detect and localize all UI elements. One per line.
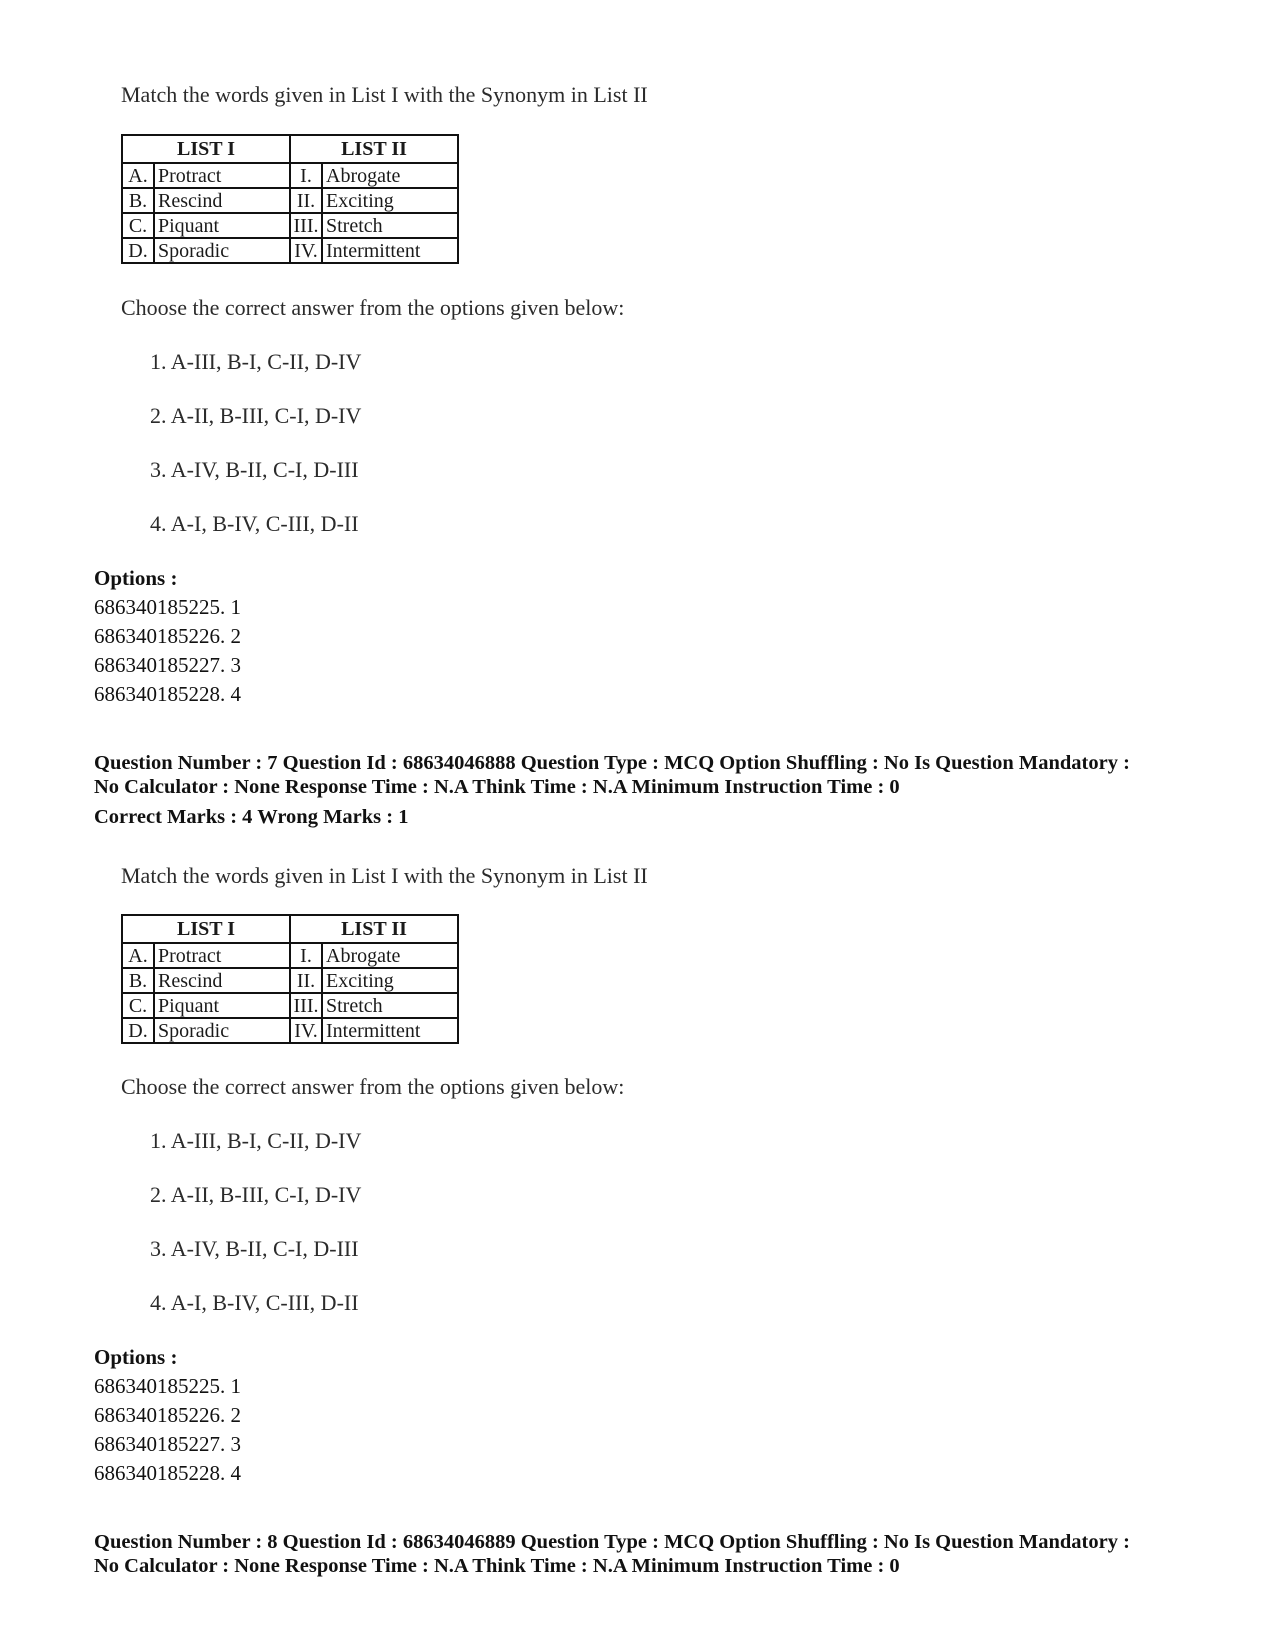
answer-option: 2. A-II, B-III, C-I, D-IV bbox=[150, 403, 362, 428]
table-row bbox=[122, 188, 458, 213]
list-2-synonym: Stretch bbox=[322, 993, 458, 1018]
list-1-letter: A. bbox=[122, 163, 154, 188]
choose-instruction: Choose the correct answer from the options given below: bbox=[121, 1074, 625, 1099]
table-header-row bbox=[122, 915, 458, 943]
list-2-header: LIST II bbox=[290, 915, 458, 943]
list-2-numeral: I. bbox=[290, 943, 322, 968]
table-row bbox=[122, 213, 458, 238]
table-row bbox=[122, 968, 458, 993]
list-1-letter: C. bbox=[122, 993, 154, 1018]
list-1-letter: D. bbox=[122, 1018, 154, 1043]
list-2-synonym: Intermittent bbox=[322, 1018, 458, 1043]
table-header-row bbox=[122, 135, 458, 163]
list-1-letter: B. bbox=[122, 188, 154, 213]
answer-option: 4. A-I, B-IV, C-III, D-II bbox=[150, 1290, 359, 1315]
option-id: 686340185226. 2 bbox=[94, 1403, 241, 1427]
answer-option: 3. A-IV, B-II, C-I, D-III bbox=[150, 1236, 359, 1261]
list-2-numeral: IV. bbox=[290, 238, 322, 263]
list-1-header: LIST I bbox=[122, 135, 290, 163]
options-label: Options : bbox=[94, 1345, 178, 1369]
table-row bbox=[122, 993, 458, 1018]
choose-instruction: Choose the correct answer from the options given below: bbox=[121, 295, 625, 320]
answer-option: 2. A-II, B-III, C-I, D-IV bbox=[150, 1182, 362, 1207]
option-id: 686340185226. 2 bbox=[94, 624, 241, 648]
option-id: 686340185228. 4 bbox=[94, 682, 241, 706]
list-1-word: Rescind bbox=[154, 968, 290, 993]
list-1-header: LIST I bbox=[122, 915, 290, 943]
option-id: 686340185228. 4 bbox=[94, 1461, 241, 1485]
list-2-synonym: Exciting bbox=[322, 188, 458, 213]
list-1-letter: B. bbox=[122, 968, 154, 993]
question-intro: Match the words given in List I with the Synonym in List II bbox=[121, 82, 648, 107]
option-id: 686340185225. 1 bbox=[94, 595, 241, 619]
list-2-numeral: III. bbox=[290, 213, 322, 238]
list-1-word: Piquant bbox=[154, 993, 290, 1018]
table-row bbox=[122, 238, 458, 263]
table-row bbox=[122, 943, 458, 968]
list-2-synonym: Intermittent bbox=[322, 238, 458, 263]
list-1-word: Sporadic bbox=[154, 238, 290, 263]
list-1-letter: A. bbox=[122, 943, 154, 968]
list-2-synonym: Abrogate bbox=[322, 163, 458, 188]
question-meta-line-1: Question Number : 8 Question Id : 68634046889 Question Type : MCQ Option Shuffling : No Is Question Mandatory : bbox=[94, 1531, 1130, 1553]
option-id: 686340185227. 3 bbox=[94, 1432, 241, 1456]
question-meta-line-1: Question Number : 7 Question Id : 68634046888 Question Type : MCQ Option Shuffling : No Is Question Mandatory : bbox=[94, 752, 1130, 774]
match-table bbox=[121, 914, 459, 1044]
list-1-letter: C. bbox=[122, 213, 154, 238]
question-meta-line-2: No Calculator : None Response Time : N.A Think Time : N.A Minimum Instruction Time : 0 bbox=[94, 776, 900, 798]
answer-option: 3. A-IV, B-II, C-I, D-III bbox=[150, 457, 359, 482]
list-1-letter: D. bbox=[122, 238, 154, 263]
table-row bbox=[122, 1018, 458, 1043]
list-1-word: Rescind bbox=[154, 188, 290, 213]
list-2-header: LIST II bbox=[290, 135, 458, 163]
list-2-numeral: III. bbox=[290, 993, 322, 1018]
match-table bbox=[121, 134, 459, 264]
list-2-numeral: II. bbox=[290, 188, 322, 213]
question-intro: Match the words given in List I with the Synonym in List II bbox=[121, 863, 648, 888]
list-2-synonym: Exciting bbox=[322, 968, 458, 993]
list-1-word: Piquant bbox=[154, 213, 290, 238]
list-2-numeral: II. bbox=[290, 968, 322, 993]
answer-option: 1. A-III, B-I, C-II, D-IV bbox=[150, 1128, 362, 1153]
list-2-numeral: IV. bbox=[290, 1018, 322, 1043]
list-2-numeral: I. bbox=[290, 163, 322, 188]
question-meta-line-2: No Calculator : None Response Time : N.A Think Time : N.A Minimum Instruction Time : 0 bbox=[94, 1555, 900, 1577]
table-row bbox=[122, 163, 458, 188]
question-marks: Correct Marks : 4 Wrong Marks : 1 bbox=[94, 806, 409, 828]
answer-option: 1. A-III, B-I, C-II, D-IV bbox=[150, 349, 362, 374]
list-1-word: Sporadic bbox=[154, 1018, 290, 1043]
list-1-word: Protract bbox=[154, 163, 290, 188]
option-id: 686340185227. 3 bbox=[94, 653, 241, 677]
list-1-word: Protract bbox=[154, 943, 290, 968]
option-id: 686340185225. 1 bbox=[94, 1374, 241, 1398]
answer-option: 4. A-I, B-IV, C-III, D-II bbox=[150, 511, 359, 536]
list-2-synonym: Stretch bbox=[322, 213, 458, 238]
list-2-synonym: Abrogate bbox=[322, 943, 458, 968]
options-label: Options : bbox=[94, 566, 178, 590]
